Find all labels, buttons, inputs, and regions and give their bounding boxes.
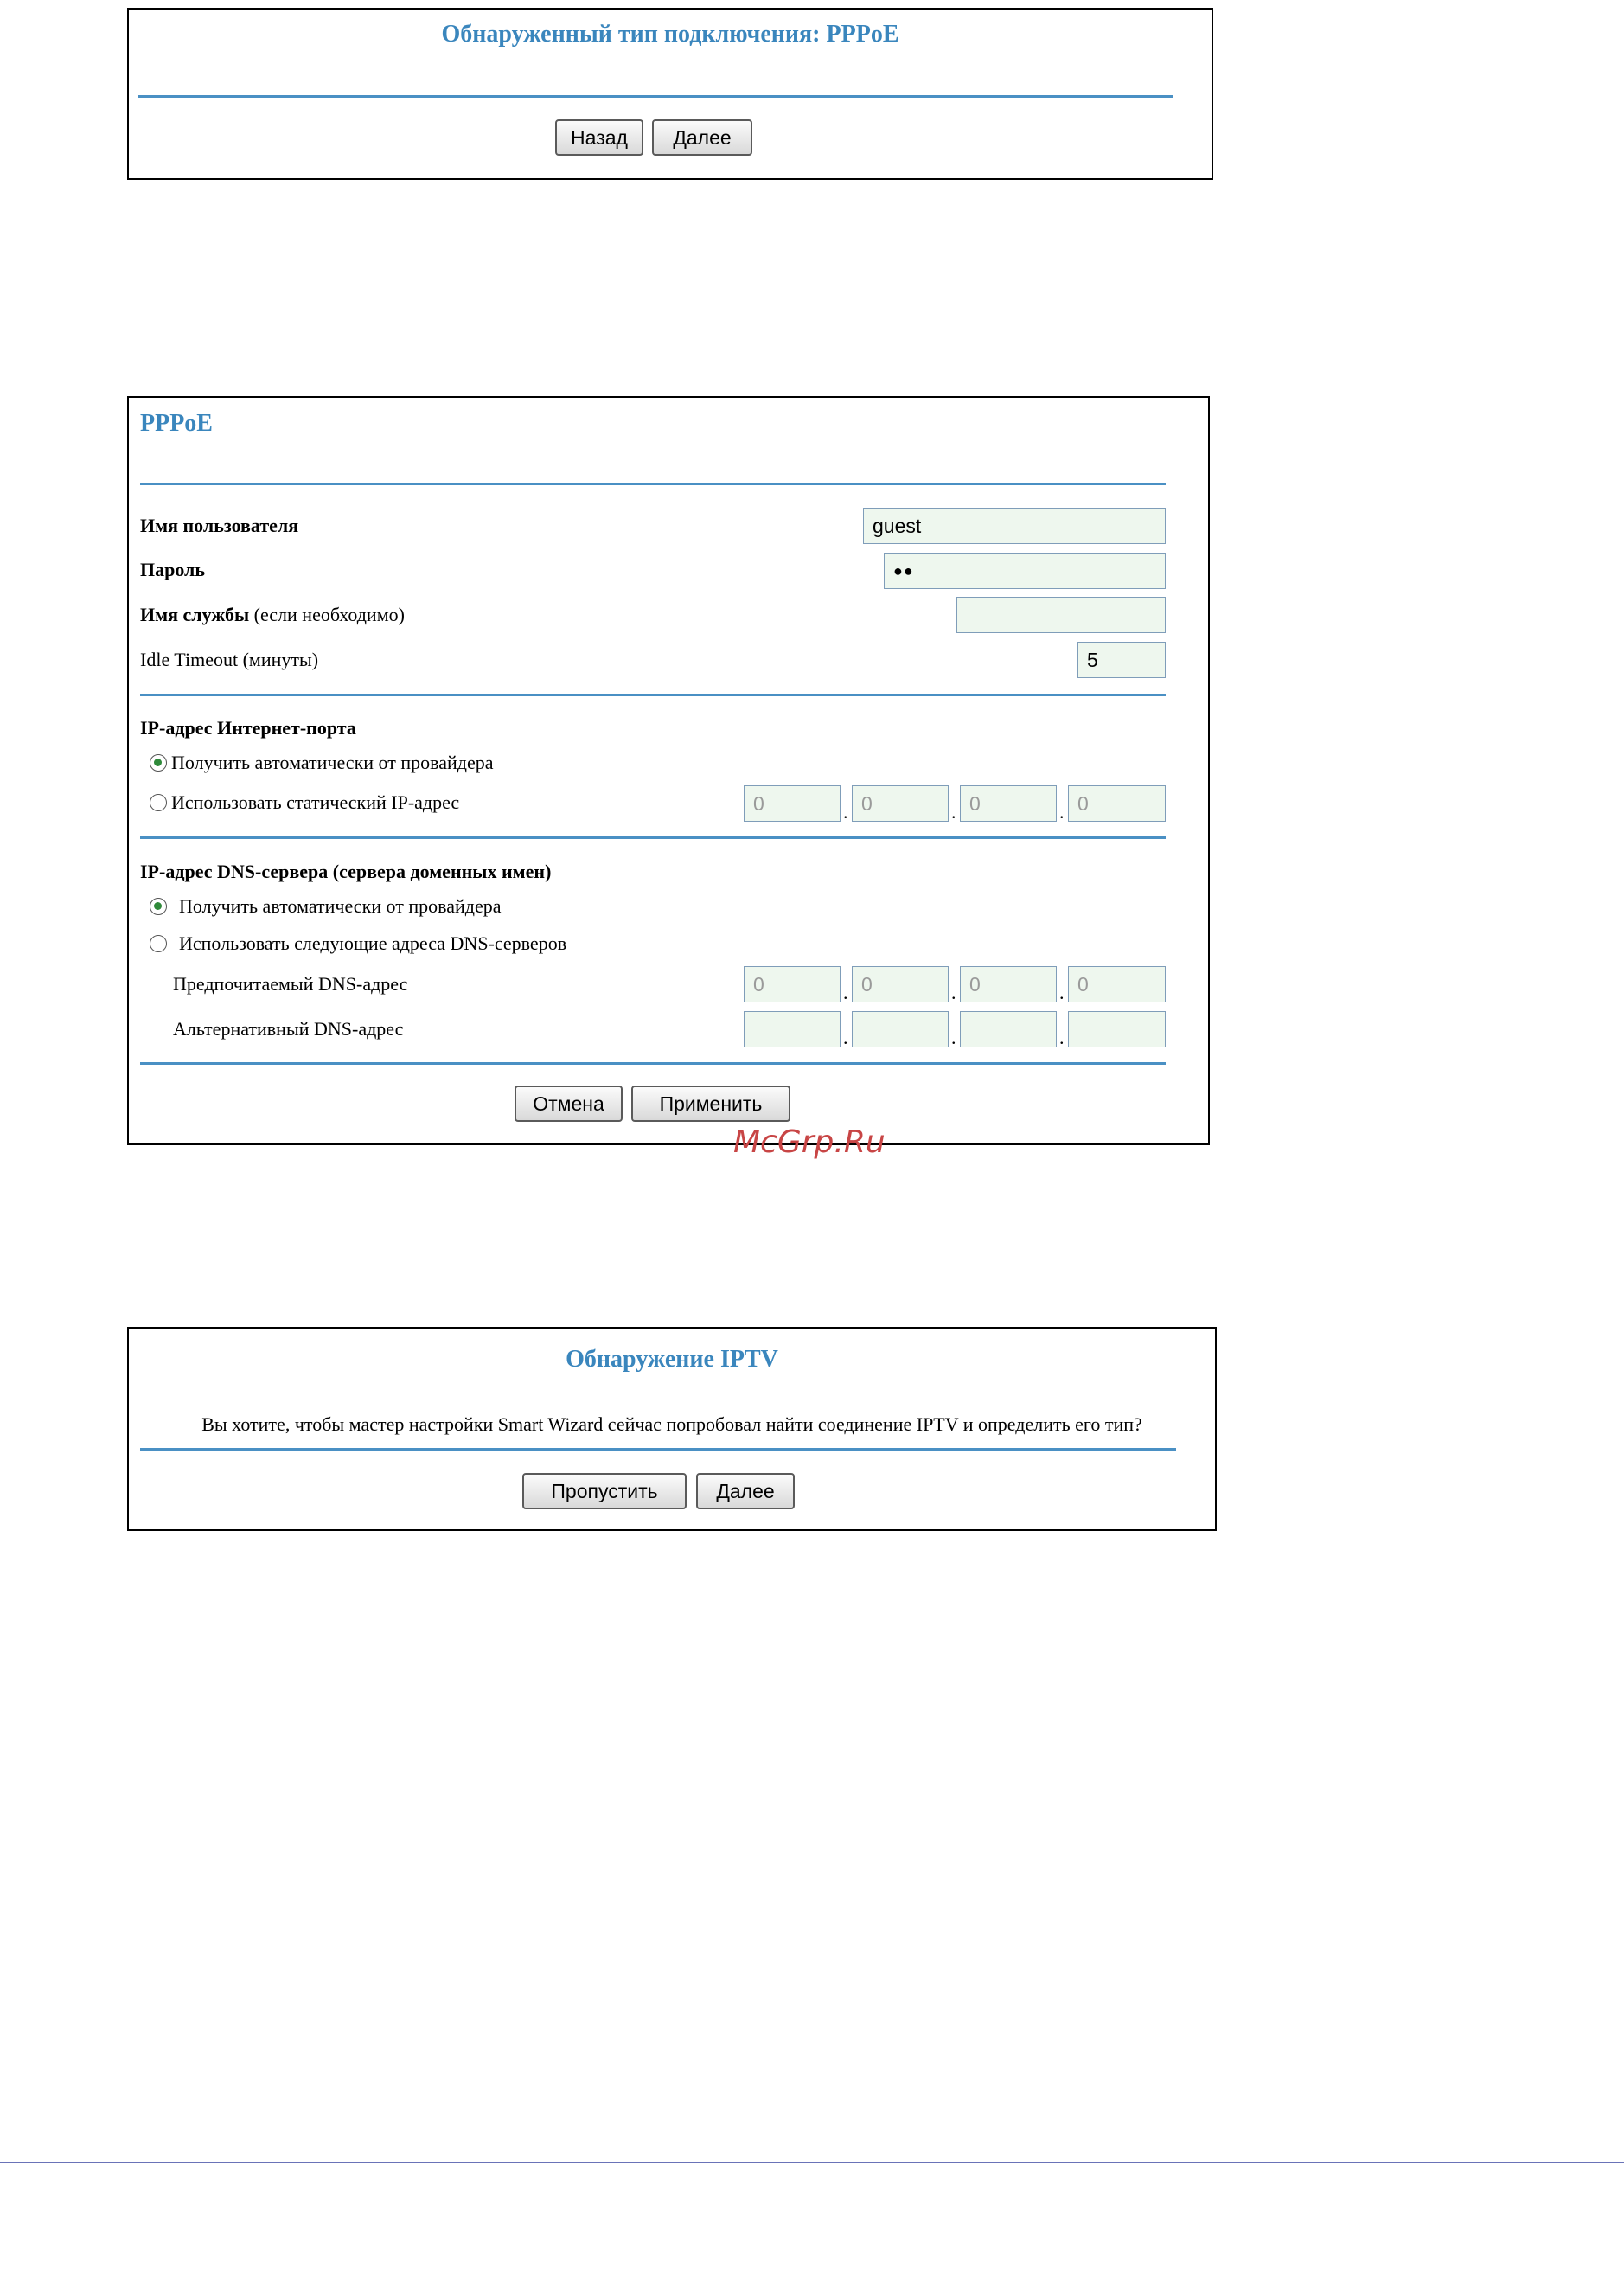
password-mask: ●● xyxy=(893,561,914,580)
preferred-dns-octet-1[interactable] xyxy=(744,966,841,1002)
octet-separator: . xyxy=(843,1027,848,1048)
service-name-input[interactable] xyxy=(956,597,1166,633)
password-input[interactable] xyxy=(884,553,1166,589)
divider xyxy=(140,836,1166,839)
dns-manual-radio[interactable] xyxy=(150,935,167,952)
octet-separator: . xyxy=(951,982,956,1003)
pppoe-title: PPPoE xyxy=(140,410,213,437)
static-ip-octet-2[interactable] xyxy=(852,785,949,822)
divider xyxy=(140,694,1166,696)
page-footer-rule xyxy=(0,2162,1624,2163)
divider xyxy=(140,1448,1176,1451)
alternate-dns-octet-1[interactable] xyxy=(744,1011,841,1047)
dns-heading: IP-адрес DNS-сервера (сервера доменных имен) xyxy=(140,861,552,882)
internet-ip-heading: IP-адрес Интернет-порта xyxy=(140,717,356,739)
password-label: Пароль xyxy=(140,559,206,580)
service-name-label: Имя службы (если необходимо) xyxy=(140,604,405,625)
preferred-dns-octet-3[interactable] xyxy=(960,966,1057,1002)
ip-static-radio[interactable] xyxy=(150,794,167,811)
octet-separator: . xyxy=(951,1027,956,1048)
next-button[interactable]: Далее xyxy=(652,119,752,156)
octet-separator: . xyxy=(1059,1027,1065,1048)
divider xyxy=(138,95,1173,98)
preferred-dns-label: Предпочитаемый DNS-адрес xyxy=(173,973,408,995)
username-label: Имя пользователя xyxy=(140,515,299,536)
alternate-dns-octet-3[interactable] xyxy=(960,1011,1057,1047)
octet-separator: . xyxy=(1059,982,1065,1003)
dns-manual-label: Использовать следующие адреса DNS-серверов xyxy=(179,932,567,954)
octet-separator: . xyxy=(951,801,956,823)
idle-timeout-input[interactable] xyxy=(1077,642,1166,678)
ip-static-label: Использовать статический IP-адрес xyxy=(171,791,460,813)
octet-separator: . xyxy=(1059,801,1065,823)
cancel-button[interactable]: Отмена xyxy=(515,1086,623,1122)
alternate-dns-octet-4[interactable] xyxy=(1068,1011,1166,1047)
next-button[interactable]: Далее xyxy=(696,1473,795,1509)
static-ip-octet-1[interactable] xyxy=(744,785,841,822)
ip-auto-label: Получить автоматически от провайдера xyxy=(171,752,494,773)
alternate-dns-label: Альтернативный DNS-адрес xyxy=(173,1018,404,1040)
apply-button[interactable]: Применить xyxy=(631,1086,790,1122)
iptv-title: Обнаружение IPTV xyxy=(566,1346,778,1373)
static-ip-octet-4[interactable] xyxy=(1068,785,1166,822)
dns-auto-label: Получить автоматически от провайдера xyxy=(179,895,502,917)
watermark: McGrp.Ru xyxy=(733,1124,886,1160)
alternate-dns-octet-2[interactable] xyxy=(852,1011,949,1047)
detected-connection-title: Обнаруженный тип подключения: PPPoE xyxy=(441,21,899,48)
divider xyxy=(140,1062,1166,1065)
username-input[interactable] xyxy=(863,508,1166,544)
skip-button[interactable]: Пропустить xyxy=(522,1473,687,1509)
dns-auto-radio[interactable] xyxy=(150,898,167,915)
preferred-dns-octet-2[interactable] xyxy=(852,966,949,1002)
idle-timeout-label: Idle Timeout (минуты) xyxy=(140,649,319,670)
preferred-dns-octet-4[interactable] xyxy=(1068,966,1166,1002)
back-button[interactable]: Назад xyxy=(555,119,643,156)
static-ip-octet-3[interactable] xyxy=(960,785,1057,822)
octet-separator: . xyxy=(843,982,848,1003)
octet-separator: . xyxy=(843,801,848,823)
ip-auto-radio[interactable] xyxy=(150,754,167,772)
divider xyxy=(140,483,1166,485)
iptv-question: Вы хотите, чтобы мастер настройки Smart Wizard сейчас попробовал найти соединение IPTV и определить его тип? xyxy=(201,1413,1142,1435)
